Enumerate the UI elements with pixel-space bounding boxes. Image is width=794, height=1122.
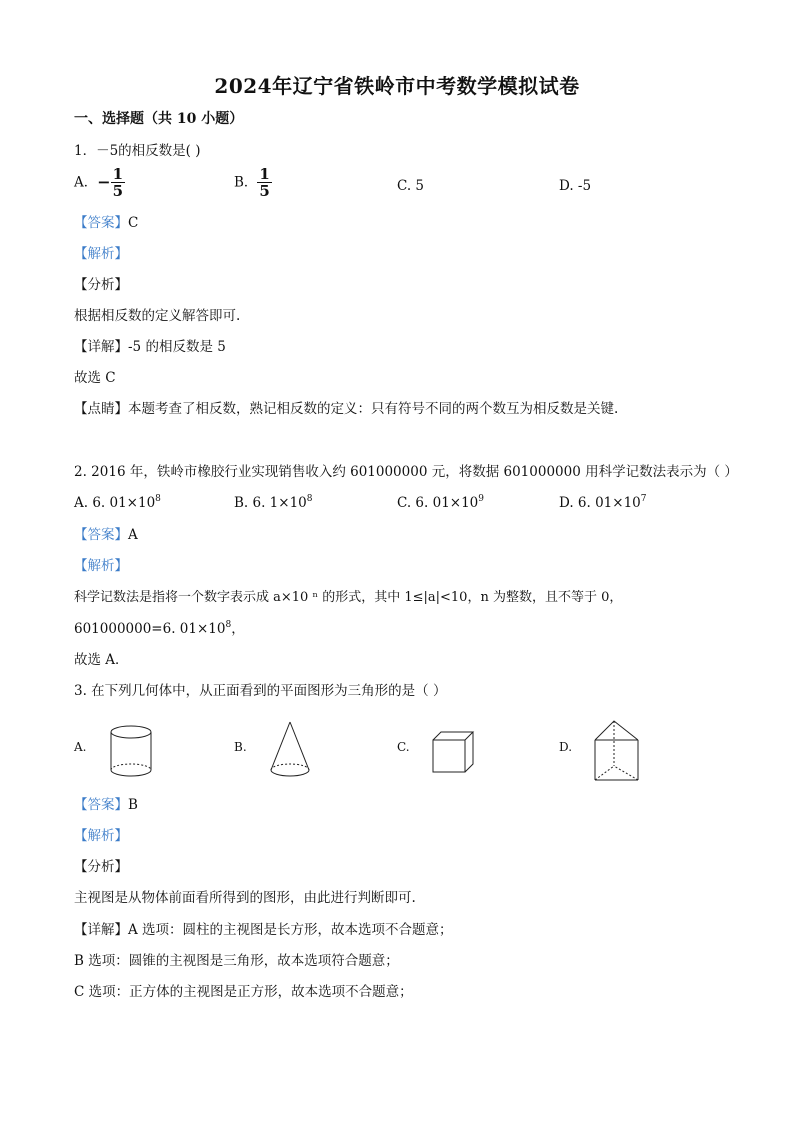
q1-stem: 1．－5的相反数是( ) bbox=[74, 143, 201, 159]
q2-option-a bbox=[74, 494, 161, 512]
q2-answer bbox=[74, 526, 138, 544]
option-base: D. 6. 01×10 bbox=[559, 495, 641, 511]
option-exponent: 9 bbox=[478, 494, 485, 504]
option-base: A. 6. 01×10 bbox=[74, 495, 156, 511]
detail-text: -5 的相反数是 5 bbox=[128, 339, 226, 355]
option-base: B. 6. 1×10 bbox=[234, 495, 307, 511]
cube-figure bbox=[430, 730, 476, 776]
answer-tag: 【答案】 bbox=[74, 527, 128, 543]
q1-detail bbox=[74, 338, 226, 356]
option-exponent: 8 bbox=[155, 494, 161, 504]
q2-option-b bbox=[234, 494, 313, 512]
q2-choose: 故选 A． bbox=[74, 652, 129, 668]
q3-detail-b: B 选项：圆锥的主视图是三角形，故本选项符合题意； bbox=[74, 953, 399, 969]
answer-tag: 【答案】 bbox=[74, 215, 128, 231]
explain-tail: ， bbox=[231, 621, 245, 637]
q3-label-a: A. bbox=[74, 740, 87, 754]
comment-tag: 【点睛】 bbox=[74, 401, 128, 417]
option-base: C. 6. 01×10 bbox=[397, 495, 479, 511]
q1-option-b-label: B． bbox=[234, 174, 258, 191]
section-heading: 一、选择题（共 10 小题） bbox=[74, 111, 244, 127]
answer-tag: 【答案】 bbox=[74, 797, 128, 813]
q3-label-d: D. bbox=[559, 740, 573, 754]
q1-option-a bbox=[74, 166, 125, 206]
q1-option-b bbox=[234, 166, 272, 206]
fraction-denominator: 5 bbox=[112, 182, 124, 200]
q3-detail-c: C 选项：正方体的主视图是正方形，故本选项不合题意； bbox=[74, 984, 413, 1000]
q1-answer bbox=[74, 214, 138, 232]
fraction-numerator: 1 bbox=[112, 165, 124, 183]
q3-answer bbox=[74, 796, 138, 814]
cone-figure bbox=[268, 720, 312, 780]
page-title: 2024年辽宁省铁岭市中考数学模拟试卷 bbox=[214, 74, 580, 98]
option-exponent: 7 bbox=[640, 494, 647, 504]
q2-stem: 2. 2016 年，铁岭市橡胶行业实现销售收入约 601000000 元，将数据 601000000 用科学记数法表示为（ ） bbox=[74, 464, 738, 480]
q2-option-c bbox=[397, 494, 484, 512]
cylinder-figure bbox=[108, 724, 154, 780]
q1-option-b-fraction bbox=[257, 166, 271, 199]
q2-explain-2 bbox=[74, 620, 245, 638]
explain-exponent: 8 bbox=[225, 620, 232, 630]
answer-value: B bbox=[128, 797, 138, 813]
q1-option-c: C. 5 bbox=[397, 178, 425, 194]
q1-option-d: D. -5 bbox=[559, 178, 592, 194]
q1-option-a-fraction bbox=[111, 166, 125, 199]
q3-detail-a bbox=[74, 921, 453, 939]
q2-analysis-tag: 【解析】 bbox=[74, 558, 128, 574]
q3-fenxi-tag: 【分析】 bbox=[74, 859, 128, 875]
q1-option-a-label: A． bbox=[74, 174, 98, 191]
fraction-denominator: 5 bbox=[259, 182, 270, 200]
q3-fenxi-text: 主视图是从物体前面看所得到的图形，由此进行判断即可. bbox=[74, 890, 416, 906]
fraction-numerator: 1 bbox=[259, 165, 270, 183]
prism-figure bbox=[592, 718, 642, 784]
detail-tag: 【详解】 bbox=[74, 339, 128, 355]
q3-label-c: C. bbox=[397, 740, 410, 754]
q2-option-d bbox=[559, 494, 647, 512]
q1-choose: 故选 C bbox=[74, 370, 116, 386]
q1-option-a-sign: − bbox=[97, 172, 111, 192]
q3-analysis-tag: 【解析】 bbox=[74, 828, 128, 844]
q2-explain-1: 科学记数法是指将一个数字表示成 a×10 ⁿ 的形式，其中 1≤|a|<10，n 为整数，且不等于 0， bbox=[74, 590, 623, 605]
answer-value: A bbox=[128, 527, 138, 543]
q1-fenxi-text: 根据相反数的定义解答即可. bbox=[74, 308, 241, 324]
option-exponent: 8 bbox=[306, 494, 313, 504]
answer-value: C bbox=[128, 215, 139, 231]
q3-label-b: B. bbox=[234, 740, 247, 754]
detail-tag: 【详解】 bbox=[74, 922, 128, 938]
q1-comment bbox=[74, 400, 618, 418]
q1-analysis-tag: 【解析】 bbox=[74, 246, 128, 262]
q3-stem: 3. 在下列几何体中，从正面看到的平面图形为三角形的是（ ） bbox=[74, 683, 447, 699]
detail-text: A 选项：圆柱的主视图是长方形，故本选项不合题意； bbox=[128, 922, 453, 938]
comment-text: 本题考查了相反数，熟记相反数的定义：只有符号不同的两个数互为相反数是关键. bbox=[128, 401, 619, 417]
q1-fenxi-tag: 【分析】 bbox=[74, 277, 128, 293]
explain-base: 601000000=6. 01×10 bbox=[74, 621, 226, 637]
